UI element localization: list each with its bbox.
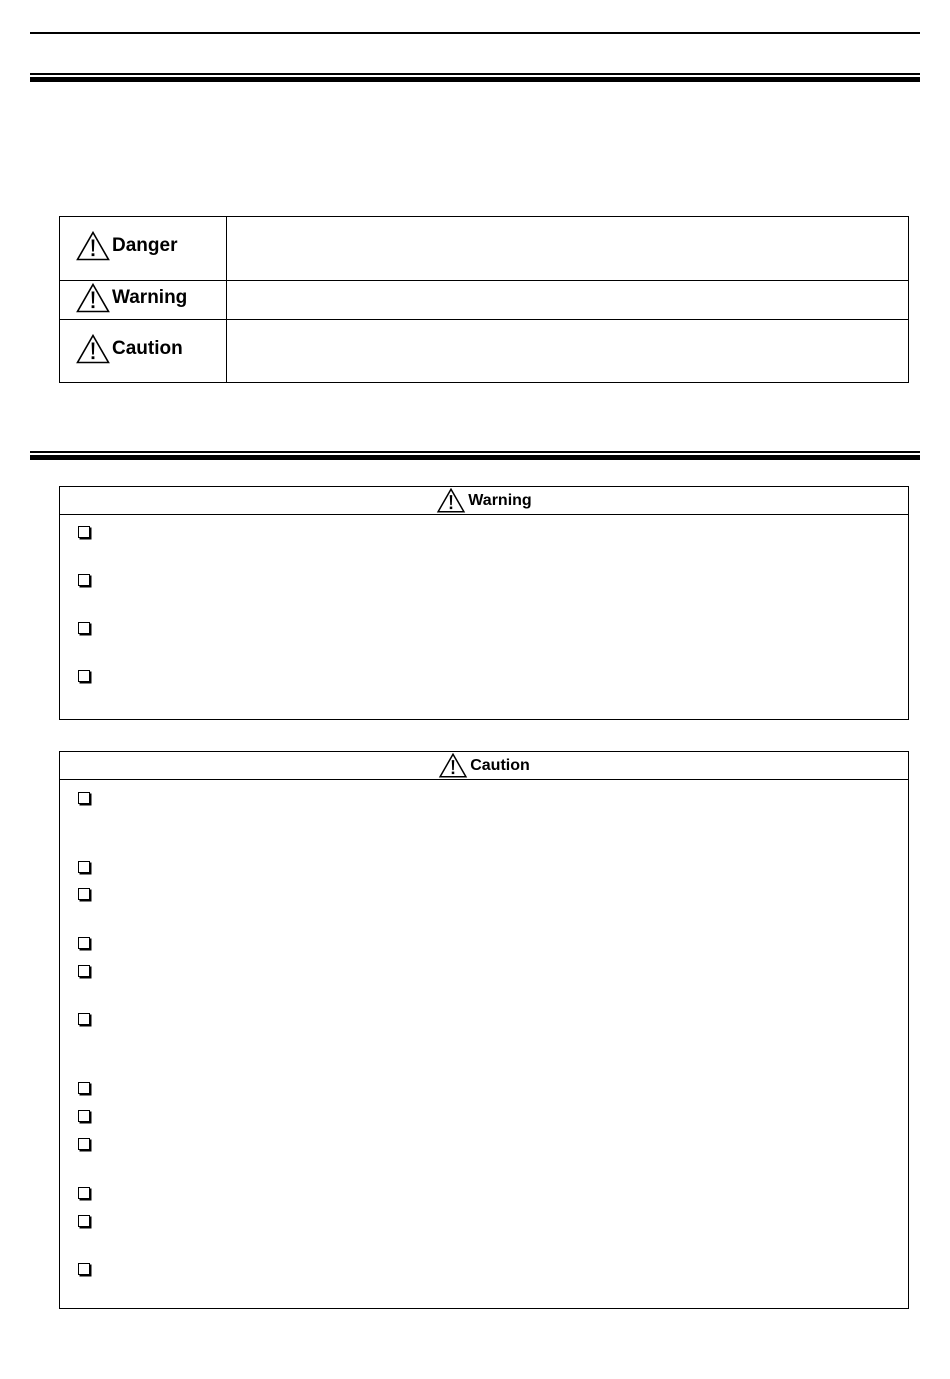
caution-item-checkbox [78,1082,90,1094]
caution-box-header [60,752,908,780]
signal-description-warning [227,281,909,320]
warning-triangle-icon [438,753,468,778]
signal-word-table [59,216,909,383]
signal-row-caution [60,320,909,383]
caution-item-checkbox [78,1013,90,1025]
warning-triangle-icon [76,231,110,261]
caution-item-checkbox [78,1263,90,1275]
warning-triangle-icon [436,488,466,513]
warning-box-title: Warning [468,491,532,509]
signal-label-warning: Warning [112,286,188,308]
signal-description-caution [227,320,909,383]
signal-label-caution: Caution [112,337,183,359]
signal-row-warning [60,281,909,320]
caution-box-title: Caution [470,756,530,774]
warning-item-checkbox [78,526,90,538]
caution-box [59,751,909,1309]
warning-box [59,486,909,720]
caution-item-checkbox [78,1187,90,1199]
warning-triangle-icon [76,283,110,313]
warning-item-checkbox [78,574,90,586]
warning-item-checkbox [78,622,90,634]
caution-item-checkbox [78,1215,90,1227]
warning-triangle-icon [76,334,110,364]
caution-item-checkbox [78,792,90,804]
signal-label-danger: Danger [112,235,178,256]
page-top-rule [30,32,920,34]
section-rule-2 [30,451,920,460]
warning-item-checkbox [78,670,90,682]
caution-item-checkbox [78,861,90,873]
section-rule-1 [30,73,920,82]
warning-box-header [60,487,908,515]
caution-item-checkbox [78,965,90,977]
signal-description-danger [227,217,909,281]
caution-item-checkbox [78,1110,90,1122]
signal-row-danger [60,217,909,281]
caution-item-checkbox [78,1138,90,1150]
caution-item-checkbox [78,937,90,949]
caution-item-checkbox [78,888,90,900]
